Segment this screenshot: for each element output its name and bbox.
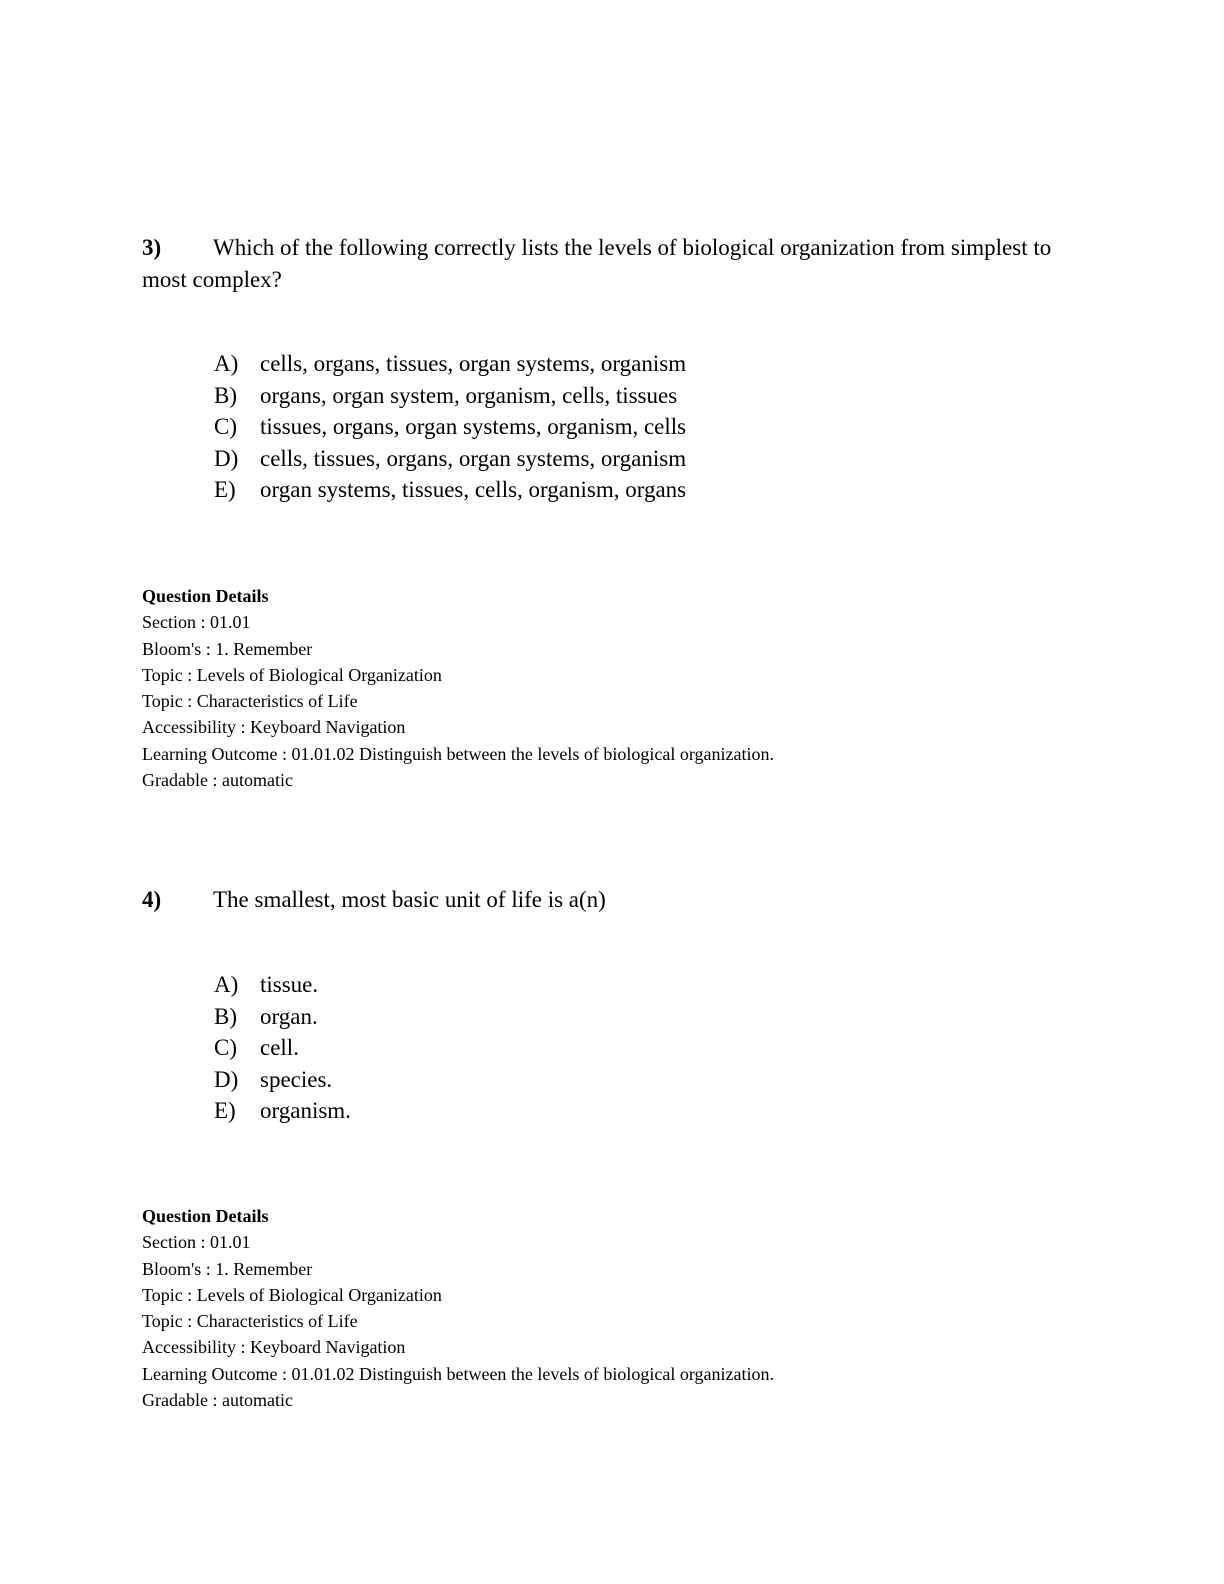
option-text: cell. <box>260 1035 299 1060</box>
details-gradable: Gradable : automatic <box>142 1390 293 1411</box>
option-letter: D) <box>214 445 239 471</box>
question-stem <box>142 884 1072 916</box>
details-accessibility: Accessibility : Keyboard Navigation <box>142 717 406 738</box>
option-b[interactable] <box>214 380 686 412</box>
option-letter: C) <box>214 414 237 439</box>
option-text: organ. <box>260 1003 318 1029</box>
question-text: The smallest, most basic unit of life is a(n) <box>213 887 606 912</box>
details-section: Section : 01.01 <box>142 1232 251 1253</box>
option-text: tissue. <box>260 972 319 997</box>
details-heading: Question Details <box>142 1206 269 1226</box>
answer-options <box>214 348 686 506</box>
details-topic: Topic : Levels of Biological Organization <box>142 1284 442 1305</box>
option-a[interactable] <box>214 348 686 380</box>
option-letter: B) <box>214 1003 237 1029</box>
option-letter: C) <box>214 1035 237 1060</box>
option-a[interactable] <box>214 969 351 1001</box>
option-e[interactable] <box>214 1095 351 1127</box>
question-3 <box>142 232 1072 502</box>
details-topic: Topic : Levels of Biological Organization <box>142 664 442 685</box>
option-text: organs, organ system, organism, cells, tissues <box>260 382 678 408</box>
option-c[interactable] <box>214 1032 351 1064</box>
option-letter: D) <box>214 1066 239 1092</box>
question-number: 3) <box>142 235 162 260</box>
option-text: species. <box>260 1066 333 1092</box>
option-text: tissues, organs, organ systems, organism, cells <box>260 414 687 439</box>
details-topic: Topic : Characteristics of Life <box>142 1311 358 1332</box>
details-section: Section : 01.01 <box>142 612 251 633</box>
option-text: cells, organs, tissues, organ systems, organism <box>260 351 687 376</box>
details-accessibility: Accessibility : Keyboard Navigation <box>142 1337 406 1358</box>
question-number: 4) <box>142 887 162 912</box>
option-d[interactable] <box>214 1064 351 1096</box>
option-e[interactable] <box>214 474 686 506</box>
details-learning-outcome: Learning Outcome : 01.01.02 Distinguish between the levels of biological organization. <box>142 1363 775 1384</box>
option-text: cells, tissues, organs, organ systems, organism <box>260 445 687 471</box>
option-letter: E) <box>214 477 236 502</box>
option-d[interactable] <box>214 443 686 475</box>
question-text: Which of the following correctly lists the levels of biological organization from simplest to most complex? <box>142 235 1052 292</box>
option-text: organ systems, tissues, cells, organism, organs <box>260 477 687 502</box>
option-b[interactable] <box>214 1001 351 1033</box>
question-4 <box>142 884 1072 1123</box>
details-topic: Topic : Characteristics of Life <box>142 691 358 712</box>
question-stem <box>142 232 1072 296</box>
option-c[interactable] <box>214 411 686 443</box>
option-text: organism. <box>260 1098 351 1123</box>
details-blooms: Bloom's : 1. Remember <box>142 1258 313 1279</box>
details-learning-outcome: Learning Outcome : 01.01.02 Distinguish between the levels of biological organization. <box>142 743 775 764</box>
option-letter: A) <box>214 972 239 997</box>
question-details <box>142 583 1042 793</box>
option-letter: A) <box>214 351 239 376</box>
answer-options <box>214 969 351 1127</box>
option-letter: B) <box>214 382 237 408</box>
question-details <box>142 1203 1042 1413</box>
details-heading: Question Details <box>142 586 269 606</box>
details-blooms: Bloom's : 1. Remember <box>142 638 313 659</box>
details-gradable: Gradable : automatic <box>142 770 293 791</box>
option-letter: E) <box>214 1098 236 1123</box>
